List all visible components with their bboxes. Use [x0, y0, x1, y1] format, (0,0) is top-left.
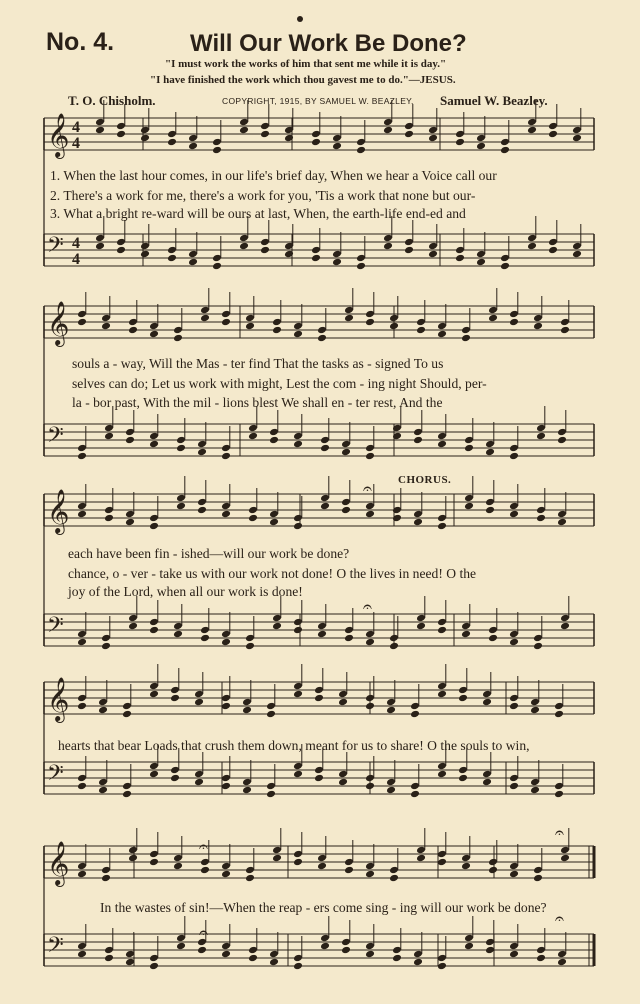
note-head: [173, 334, 183, 343]
note-head: [389, 874, 399, 883]
note-head: [221, 870, 231, 879]
note-head: [260, 246, 270, 255]
note-head: [293, 330, 303, 339]
note-head: [77, 950, 87, 959]
note-head: [77, 702, 87, 711]
note-head: [428, 250, 438, 259]
note-head: [383, 126, 393, 135]
note-head: [437, 962, 447, 971]
note-head: [536, 954, 546, 963]
fermata-icon: 𝄐: [555, 909, 564, 928]
note-head: [221, 702, 231, 711]
note-head: [101, 874, 111, 883]
note-head: [527, 126, 537, 135]
note-head: [365, 510, 375, 519]
note-head: [464, 502, 474, 511]
lyric-line: 1. When the last hour comes, in our life's brief day, When we hear a Voice call our: [50, 168, 497, 183]
note-head: [413, 958, 423, 967]
note-head: [245, 642, 255, 651]
note-head: [125, 518, 135, 527]
note-head: [77, 782, 87, 791]
note-head: [317, 862, 327, 871]
note-head: [428, 134, 438, 143]
note-head: [77, 638, 87, 647]
note-head: [500, 262, 510, 271]
note-head: [344, 634, 354, 643]
lyric-line: selves can do; Let us work with might, Lest the com - ing night Should, per-: [72, 376, 487, 391]
note-head: [221, 510, 231, 519]
note-head: [437, 522, 447, 531]
note-head: [248, 514, 258, 523]
note-head: [212, 262, 222, 271]
note-head: [140, 134, 150, 143]
note-head: [332, 258, 342, 267]
bass-clef-icon: 𝄢: [47, 613, 64, 643]
note-head: [77, 318, 87, 327]
note-head: [572, 250, 582, 259]
chorus-label: CHORUS.: [398, 474, 452, 486]
note-head: [482, 778, 492, 787]
note-head: [320, 444, 330, 453]
note-head: [269, 518, 279, 527]
note-head: [221, 950, 231, 959]
note-head: [140, 250, 150, 259]
treble-clef-icon: 𝄞: [47, 841, 70, 885]
note-head: [389, 642, 399, 651]
note-head: [212, 146, 222, 155]
note-head: [122, 790, 132, 799]
note-head: [365, 950, 375, 959]
note-head: [437, 440, 447, 449]
note-head: [554, 710, 564, 719]
note-head: [557, 436, 567, 445]
epigraph-line-2: "I have finished the work which thou gavest me to do."—JESUS.: [150, 74, 456, 86]
note-head: [338, 778, 348, 787]
note-head: [557, 518, 567, 527]
note-head: [245, 874, 255, 883]
note-head: [485, 448, 495, 457]
note-head: [320, 942, 330, 951]
note-head: [311, 138, 321, 147]
note-head: [269, 436, 279, 445]
note-head: [248, 954, 258, 963]
note-head: [461, 630, 471, 639]
note-head: [77, 870, 87, 879]
note-head: [221, 782, 231, 791]
note-head: [344, 314, 354, 323]
fermata-icon: 𝄐: [555, 823, 564, 842]
note-head: [149, 440, 159, 449]
hymn-title: Will Our Work Be Done?: [190, 30, 467, 57]
bass-clef-icon: 𝄢: [47, 761, 64, 791]
time-signature-digit: 4: [72, 235, 80, 252]
note-head: [116, 246, 126, 255]
note-head: [536, 514, 546, 523]
note-head: [500, 146, 510, 155]
note-head: [365, 318, 375, 327]
note-head: [173, 862, 183, 871]
note-head: [533, 874, 543, 883]
note-head: [509, 318, 519, 327]
note-head: [461, 862, 471, 871]
note-head: [536, 432, 546, 441]
hymn-number: No. 4.: [46, 28, 115, 56]
note-head: [416, 854, 426, 863]
note-head: [389, 322, 399, 331]
note-head: [365, 702, 375, 711]
note-head: [122, 710, 132, 719]
note-head: [77, 510, 87, 519]
note-head: [239, 242, 249, 251]
note-head: [314, 774, 324, 783]
note-head: [149, 962, 159, 971]
lyric-line: la - bor past, With the mil - lions blest We shall en - ter rest, And the: [72, 395, 443, 410]
note-head: [356, 262, 366, 271]
note-head: [533, 642, 543, 651]
note-head: [188, 258, 198, 267]
note-head: [104, 514, 114, 523]
note-head: [488, 314, 498, 323]
note-head: [386, 706, 396, 715]
fermata-icon: 𝄐: [199, 923, 208, 942]
fermata-icon: 𝄐: [363, 479, 372, 498]
note-head: [125, 436, 135, 445]
note-head: [221, 638, 231, 647]
note-head: [95, 126, 105, 135]
note-head: [149, 690, 159, 699]
note-head: [293, 858, 303, 867]
note-head: [266, 790, 276, 799]
note-head: [437, 690, 447, 699]
note-head: [200, 314, 210, 323]
note-head: [485, 946, 495, 955]
note-head: [272, 326, 282, 335]
lyric-line: each have been fin - ished—will our work be done?: [68, 546, 350, 561]
note-head: [197, 946, 207, 955]
note-head: [293, 962, 303, 971]
note-head: [149, 330, 159, 339]
note-head: [98, 786, 108, 795]
time-signature-digit: 4: [72, 135, 80, 152]
note-head: [269, 958, 279, 967]
note-head: [98, 706, 108, 715]
note-head: [77, 452, 87, 461]
note-head: [128, 854, 138, 863]
lyric-line: chance, o - ver - take us with our work not done! O the lives in need! O the: [68, 566, 477, 581]
note-head: [170, 694, 180, 703]
note-head: [272, 622, 282, 631]
note-head: [197, 448, 207, 457]
note-head: [293, 522, 303, 531]
lyric-line: hearts that bear Loads that crush them down, meant for us to share! O the souls to win,: [58, 738, 530, 753]
lyric-line: 2. There's a work for me, there's a work for you, 'Tis a work that none but our-: [50, 188, 476, 203]
lyric-line: joy of the Lord, when all our work is done!: [68, 584, 303, 599]
note-head: [104, 954, 114, 963]
note-head: [200, 866, 210, 875]
note-head: [317, 630, 327, 639]
note-head: [197, 506, 207, 515]
note-head: [509, 782, 519, 791]
note-head: [509, 950, 519, 959]
note-head: [317, 334, 327, 343]
note-head: [509, 870, 519, 879]
note-head: [488, 634, 498, 643]
note-head: [548, 246, 558, 255]
note-head: [293, 626, 303, 635]
time-signature-digit: 4: [72, 251, 80, 268]
note-head: [176, 502, 186, 511]
treble-clef-icon: 𝄞: [47, 301, 70, 345]
note-head: [554, 790, 564, 799]
note-head: [437, 770, 447, 779]
treble-clef-icon: 𝄞: [47, 677, 70, 721]
note-head: [365, 870, 375, 879]
note-head: [482, 698, 492, 707]
note-head: [464, 444, 474, 453]
note-head: [386, 786, 396, 795]
lyric-line: In the wastes of sin!—When the reap - ers come sing - ing will our work be done?: [100, 900, 547, 915]
note-head: [341, 506, 351, 515]
note-head: [293, 690, 303, 699]
note-head: [509, 702, 519, 711]
note-head: [221, 452, 231, 461]
copyright-notice: COPYRIGHT, 1915, BY SAMUEL W. BEAZLEY.: [222, 96, 414, 106]
author-credit: T. O. Chisholm.: [68, 93, 156, 108]
note-head: [509, 638, 519, 647]
note-head: [341, 946, 351, 955]
note-head: [104, 432, 114, 441]
note-head: [245, 322, 255, 331]
note-head: [338, 698, 348, 707]
note-head: [242, 786, 252, 795]
note-head: [167, 138, 177, 147]
note-head: [458, 774, 468, 783]
note-head: [200, 634, 210, 643]
note-head: [149, 522, 159, 531]
note-head: [332, 142, 342, 151]
note-head: [455, 138, 465, 147]
fermata-icon: 𝄐: [363, 597, 372, 616]
note-head: [188, 142, 198, 151]
note-head: [116, 130, 126, 139]
note-head: [221, 318, 231, 327]
note-head: [194, 778, 204, 787]
note-head: [365, 638, 375, 647]
note-head: [272, 854, 282, 863]
bass-clef-icon: 𝄢: [47, 233, 64, 263]
note-head: [356, 146, 366, 155]
composer-credit: Samuel W. Beazley.: [440, 93, 548, 108]
note-head: [464, 942, 474, 951]
note-head: [293, 770, 303, 779]
note-head: [560, 622, 570, 631]
note-head: [416, 622, 426, 631]
note-head: [413, 518, 423, 527]
bass-clef-icon: 𝄢: [47, 423, 64, 453]
note-head: [149, 858, 159, 867]
epigraph-line-1: "I must work the works of him that sent me while it is day.": [165, 58, 447, 70]
note-head: [410, 790, 420, 799]
note-head: [341, 448, 351, 457]
note-head: [392, 954, 402, 963]
note-head: [530, 786, 540, 795]
note-head: [383, 242, 393, 251]
note-head: [404, 130, 414, 139]
note-head: [95, 242, 105, 251]
note-head: [548, 130, 558, 139]
note-head: [125, 958, 135, 967]
note-head: [149, 626, 159, 635]
note-head: [527, 242, 537, 251]
note-head: [176, 942, 186, 951]
note-head: [404, 246, 414, 255]
note-head: [410, 710, 420, 719]
note-head: [509, 510, 519, 519]
note-head: [260, 130, 270, 139]
note-head: [461, 334, 471, 343]
note-head: [167, 254, 177, 263]
note-head: [170, 774, 180, 783]
note-head: [485, 506, 495, 515]
note-head: [455, 254, 465, 263]
note-head: [437, 626, 447, 635]
note-head: [176, 444, 186, 453]
note-head: [311, 254, 321, 263]
note-head: [476, 142, 486, 151]
note-head: [344, 866, 354, 875]
note-head: [248, 432, 258, 441]
treble-clef-icon: 𝄞: [47, 113, 70, 157]
note-head: [173, 630, 183, 639]
note-head: [560, 854, 570, 863]
note-head: [194, 698, 204, 707]
note-head: [128, 622, 138, 631]
note-head: [101, 642, 111, 651]
note-head: [437, 330, 447, 339]
bass-clef-icon: 𝄢: [47, 933, 64, 963]
note-head: [239, 126, 249, 135]
lyric-line: 3. What a bright re-ward will be ours at last, When, the earth-life end-ed and: [50, 206, 466, 221]
note-head: [365, 782, 375, 791]
note-head: [314, 694, 324, 703]
note-head: [293, 440, 303, 449]
note-head: [458, 694, 468, 703]
note-head: [476, 258, 486, 267]
lyric-line: souls a - way, Will the Mas - ter find That the tasks as - signed To us: [72, 356, 444, 371]
note-head: [557, 958, 567, 967]
note-head: [320, 502, 330, 511]
note-head: [242, 706, 252, 715]
note-head: [509, 452, 519, 461]
note-head: [560, 326, 570, 335]
note-head: [149, 770, 159, 779]
time-signature-digit: 4: [72, 119, 80, 136]
note-head: [530, 706, 540, 715]
note-head: [416, 326, 426, 335]
note-head: [533, 322, 543, 331]
note-head: [437, 858, 447, 867]
note-head: [101, 322, 111, 331]
fermata-icon: 𝄐: [199, 837, 208, 856]
note-head: [128, 326, 138, 335]
note-head: [488, 866, 498, 875]
note-head: [413, 436, 423, 445]
treble-clef-icon: 𝄞: [47, 489, 70, 533]
note-head: [572, 134, 582, 143]
note-head: [365, 452, 375, 461]
note-head: [266, 710, 276, 719]
